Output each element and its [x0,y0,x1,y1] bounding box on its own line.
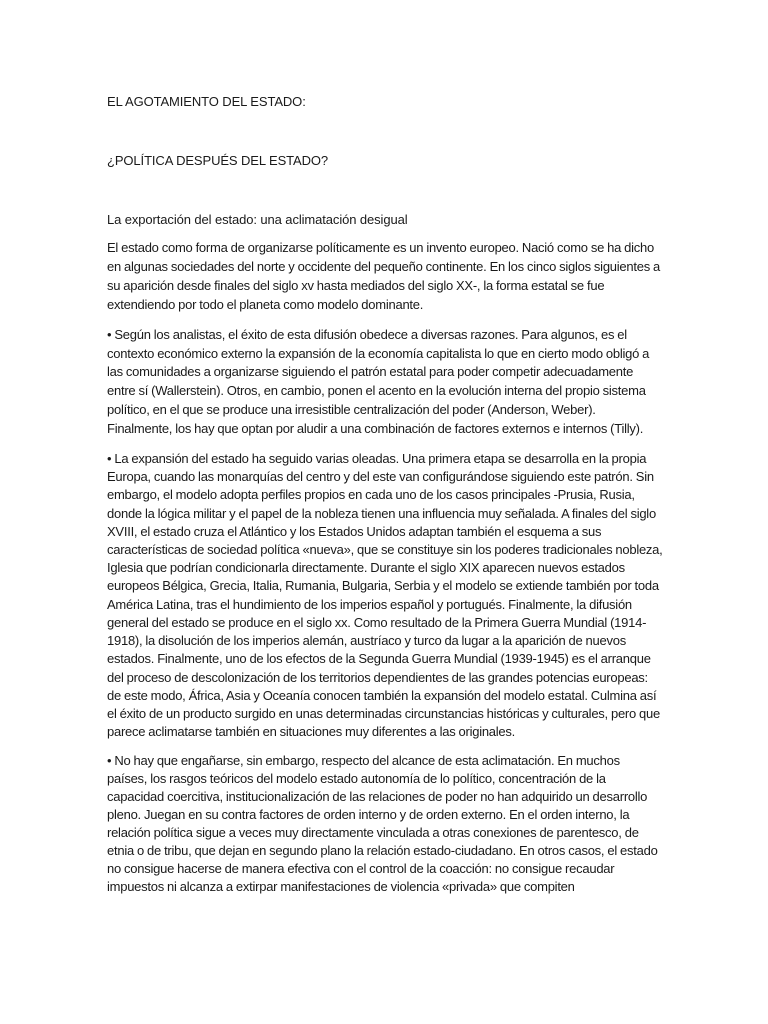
section-heading: La exportación del estado: una aclimatación desigual [107,212,408,227]
document-title: EL AGOTAMIENTO DEL ESTADO: [107,94,306,109]
document-body [107,92,663,907]
paragraph-analysts: • Según los analistas, el éxito de esta difusión obedece a diversas razones. Para algunos, es el contexto económico externo la expansión de la economía capitalista lo que en cierto modo obligó a las comunidades a organizarse siguiendo el patrón estatal para poder competir adecuadamente entre sí (Wallerstein). Otros, en cambio, ponen el acento en la evolución interna del propio sistema político, en el que se produce una irresistible centralización del poder (Anderson, Weber). Finalmente, los hay que optan por aludir a una combinación de factores externos e internos (Tilly). [107,326,650,437]
paragraph-expansion: • La expansión del estado ha seguido varias oleadas. Una primera etapa se desarrolla en la propia Europa, cuando las monarquías del centro y del este van configurándose siguiendo este patrón. Sin embargo, el modelo adopta perfiles propios en cada uno de los casos principales -Prusia, Rusia, donde la lógica militar y el papel de la nobleza tienen una influencia muy señalada. A finales del siglo XVIII, el estado cruza el Atlántico y los Estados Unidos adaptan también el esquema a sus características de sociedad política «nueva», que se constituye sin los poderes tradicionales nobleza, Iglesia que podrían condicionarla directamente. Durante el siglo XIX aparecen nuevos estados europeos Bélgica, Grecia, Italia, Rumania, Bulgaria, Serbia y el modelo se extiende también por toda América Latina, tras el hundimiento de los imperios español y portugués. Finalmente, la difusión general del estado se produce en el siglo xx. Como resultado de la Primera Guerra Mundial (1914-1918), la disolución de los imperios alemán, austríaco y turco da lugar a la aparición de nuevos estados. Finalmente, uno de los efectos de la Segunda Guerra Mundial (1939-1945) es el arranque del proceso de descolonización de los territorios dependientes de las grandes potencias europeas: de este modo, África, Asia y Oceanía conocen también la expansión del modelo estatal. Culmina así el éxito de un producto surgido en unas determinadas circunstancias históricas y culturales, pero que parece aclimatarse también en situaciones muy diferentes a las originales. [107,451,663,740]
paragraph-acclimatization: • No hay que engañarse, sin embargo, respecto del alcance de esta aclimatación. En muchos países, los rasgos teóricos del modelo estado autonomía de lo político, concentración de la capacidad coercitiva, institucionalización de las relaciones de poder no han adquirido un desarrollo pleno. Juegan en su contra factores de orden interno y de orden externo. En el orden interno, la relación política sigue a veces muy directamente vinculada a otras conexiones de parentesco, de etnia o de tribu, que dejan en segundo plano la relación estado-ciudadano. En otros casos, el estado no consigue hacerse de manera efectiva con el control de la coacción: no consigue recaudar impuestos ni alcanza a extirpar manifestaciones de violencia «privada» que compiten [107,753,658,894]
document-subtitle: ¿POLÍTICA DESPUÉS DEL ESTADO? [107,153,329,168]
paragraph-intro: El estado como forma de organizarse políticamente es un invento europeo. Nació como se ha dicho en algunas sociedades del norte y occidente del pequeño continente. En los cinco siglos siguientes a su aparición desde finales del siglo xv hasta mediados del siglo XX-, la forma estatal se fue extendiendo por todo el planeta como modelo dominante. [107,240,661,312]
